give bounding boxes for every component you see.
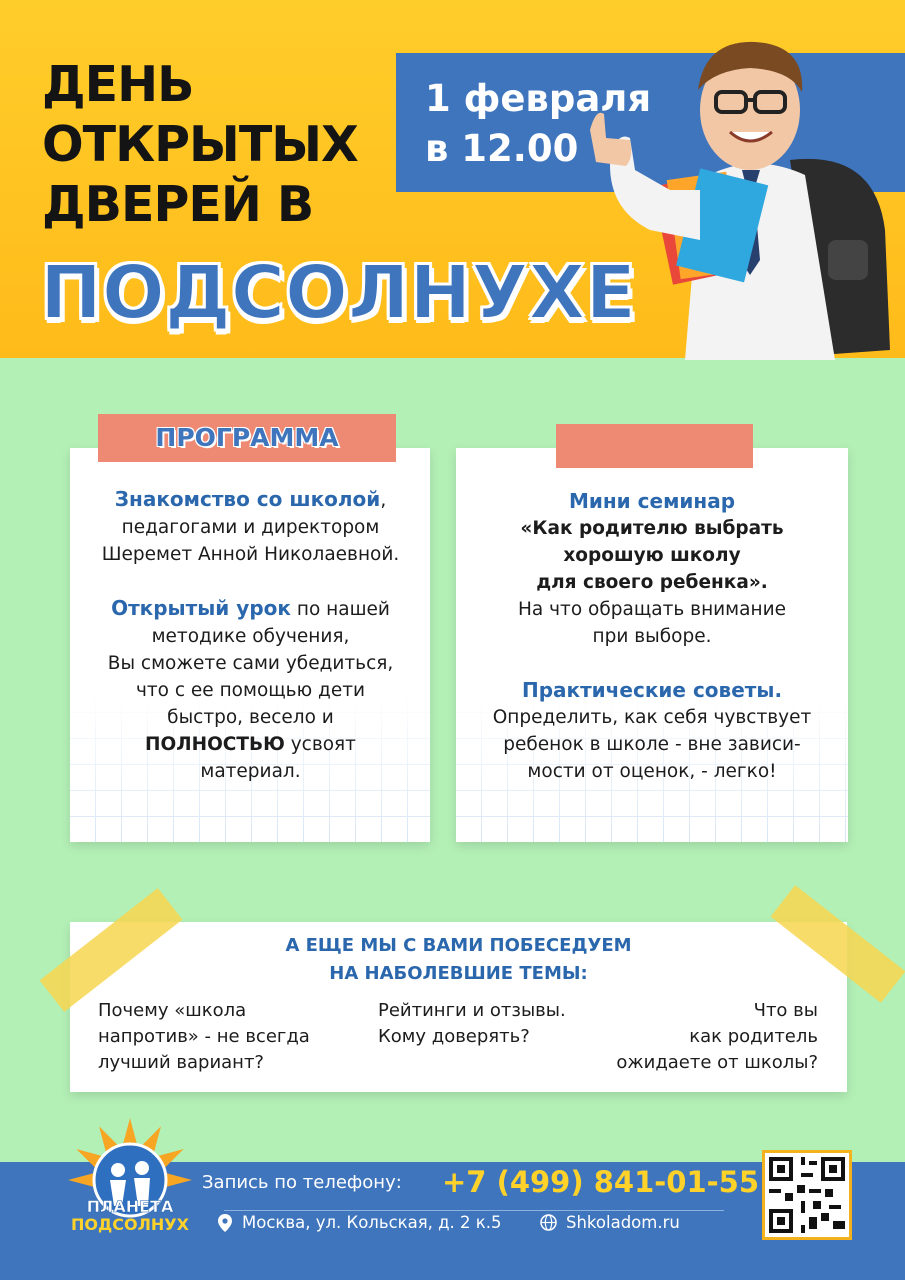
tips-line: ребенок в школе - вне зависи- [503,734,801,755]
intro-line: Шеремет Анной Николаевной. [101,544,400,565]
topic-school-nearby [98,998,358,1076]
intro-line: педагогами и директором [121,517,380,538]
program-text [78,486,423,785]
topic-line: Что вы [753,1000,818,1021]
lesson-line: что с ее помощью дети [135,680,366,701]
schoolboy-illustration [590,30,905,360]
lesson-line: методике обучения, [151,626,350,647]
intro-heading [78,486,423,514]
intro-highlight: Знакомство со школой [114,487,381,511]
title-line-1: ДЕНЬ [42,56,194,113]
lesson-line: быстро, весело и [167,707,334,728]
page-title [42,55,422,235]
intro-comma: , [380,490,387,511]
address-text: Москва, ул. Кольская, д. 2 к.5 [242,1213,502,1232]
location-pin-icon [218,1214,232,1232]
tips-line: мости от оценок, - легко! [527,761,777,782]
topics-title [70,932,847,988]
logo-line-1: ПЛАНЕТА [86,1197,174,1216]
topic-expectations [590,998,818,1076]
title-line-2: ОТКРЫТЫХ [42,116,358,173]
tips-line: Определить, как себя чувствует [492,707,812,728]
seminar-quote-line: хорошую школу [563,545,741,566]
lesson-bold-rest: усвоят [284,734,356,755]
seminar-title: Мини семинар [568,489,736,513]
program-tag-label: ПРОГРАММА [155,423,339,452]
logo-line-2: ПОДСОЛНУХ [71,1215,189,1234]
topic-line: Кому доверять? [378,1026,530,1047]
lesson-bold: ПОЛНОСТЬЮ [145,734,285,755]
topic-line: Почему «школа [98,1000,247,1021]
seminar-line: На что обращать внимание [518,599,786,620]
topics-title-line: А ЕЩЕ МЫ С ВАМИ ПОБЕСЕДУЕМ [285,935,632,956]
topic-line: Рейтинги и отзывы. [378,1000,566,1021]
topic-line: как родитель [689,1026,818,1047]
topic-line: лучший вариант? [98,1052,264,1073]
topic-line: ожидаете от школы? [616,1052,818,1073]
lesson-highlight: Открытый урок [111,596,291,620]
phone-link[interactable]: +7 (499) 841-01-55 [442,1165,760,1199]
planeta-podsolnuh-logo [60,1118,200,1268]
event-date-time: в 12.00 [425,127,579,170]
event-date-day: 1 февраля [425,77,652,120]
lesson-line: материал. [200,761,301,782]
register-label: Запись по телефону: [202,1172,402,1193]
lesson-heading [78,595,423,623]
lesson-heading-rest: по нашей [290,599,390,620]
brand-title: ПОДСОЛНУХЕ [40,250,637,336]
topic-line: напротив» - не всегда [98,1026,310,1047]
lesson-bold-line [78,731,423,758]
website-link[interactable]: Shkoladom.ru [566,1213,680,1232]
seminar-quote-line: «Как родителю выбрать [520,518,784,539]
lesson-line: Вы сможете сами убедиться, [107,653,394,674]
seminar-tag [556,424,753,468]
seminar-text [463,488,841,785]
logo-wordmark [50,1198,210,1234]
globe-icon [540,1214,557,1231]
tips-title: Практические советы. [521,678,783,702]
topic-ratings [378,998,618,1050]
seminar-quote-line: для своего ребенка». [536,572,768,593]
topics-title-line: НА НАБОЛЕВШИЕ ТЕМЫ: [329,963,588,984]
seminar-line: при выборе. [592,626,712,647]
qr-code[interactable] [762,1150,852,1240]
title-line-3: ДВЕРЕЙ В [42,176,314,233]
